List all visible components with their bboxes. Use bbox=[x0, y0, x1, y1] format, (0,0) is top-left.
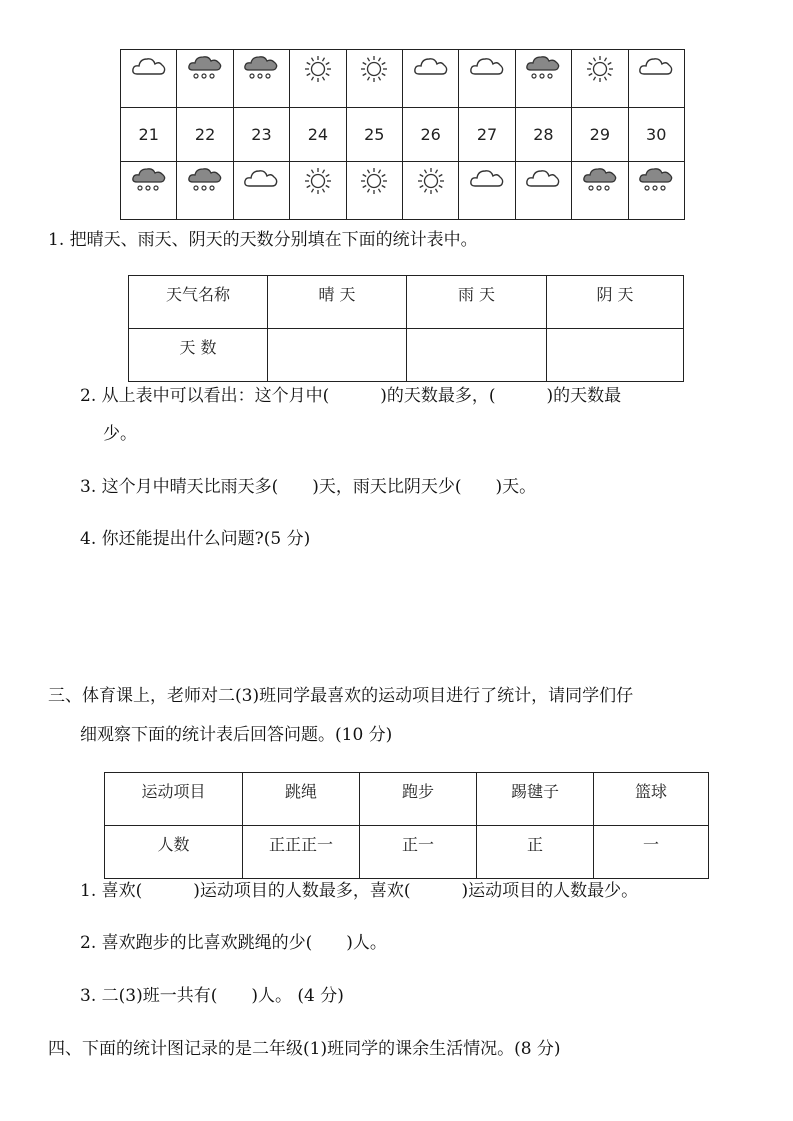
section-3-line2: 细观察下面的统计表后回答问题。(10 分) bbox=[80, 725, 393, 745]
section-3-question-2: 2. 喜欢跑步的比喜欢跳绳的少( )人。 bbox=[80, 933, 387, 953]
weather-cell bbox=[459, 50, 515, 108]
weather-cell bbox=[346, 162, 402, 220]
table-row bbox=[129, 329, 684, 382]
table-header-row bbox=[105, 773, 709, 826]
question-3: 3. 这个月中晴天比雨天多( )天，雨天比阴天少( )天。 bbox=[80, 477, 537, 497]
rain-icon bbox=[572, 162, 627, 219]
weather-cell bbox=[177, 162, 233, 220]
header-cloudy: 阴 天 bbox=[547, 276, 684, 329]
cloud-icon bbox=[234, 162, 289, 219]
rain-icon bbox=[234, 50, 289, 107]
date-cell: 21 bbox=[121, 108, 177, 162]
header-rainy: 雨 天 bbox=[407, 276, 547, 329]
section-4: 四、下面的统计图记录的是二年级(1)班同学的课余生活情况。(8 分) bbox=[48, 1039, 561, 1059]
weather-count-table bbox=[128, 275, 684, 382]
question-1: 1. 把晴天、雨天、阴天的天数分别填在下面的统计表中。 bbox=[48, 230, 478, 250]
date-cell: 29 bbox=[572, 108, 628, 162]
question-4: 4. 你还能提出什么问题?(5 分) bbox=[80, 529, 311, 549]
section-3-question-1: 1. 喜欢( )运动项目的人数最多，喜欢( )运动项目的人数最少。 bbox=[80, 881, 639, 901]
cloud-icon bbox=[459, 162, 514, 219]
row-label-people: 人数 bbox=[105, 826, 243, 879]
weather-cell bbox=[515, 50, 571, 108]
header-basketball: 篮球 bbox=[594, 773, 709, 826]
tally-shuttlecock: 正 bbox=[477, 826, 594, 879]
weather-cell bbox=[572, 162, 628, 220]
header-sunny: 晴 天 bbox=[268, 276, 407, 329]
weather-cell bbox=[402, 50, 458, 108]
rain-icon bbox=[516, 50, 571, 107]
sun-icon bbox=[290, 50, 345, 107]
header-weather-name: 天气名称 bbox=[129, 276, 268, 329]
cloudy-count-cell[interactable] bbox=[547, 329, 684, 382]
date-cell: 27 bbox=[459, 108, 515, 162]
question-2-line2: 少。 bbox=[103, 424, 137, 444]
weather-cell bbox=[515, 162, 571, 220]
tally-running: 正一 bbox=[360, 826, 477, 879]
cloud-icon bbox=[121, 50, 176, 107]
date-row bbox=[121, 108, 685, 162]
header-running: 跑步 bbox=[360, 773, 477, 826]
row-label-days: 天 数 bbox=[129, 329, 268, 382]
rainy-count-cell[interactable] bbox=[407, 329, 547, 382]
cloud-icon bbox=[403, 50, 458, 107]
tally-basketball: 一 bbox=[594, 826, 709, 879]
sun-icon bbox=[290, 162, 345, 219]
weather-cell bbox=[346, 50, 402, 108]
sun-icon bbox=[572, 50, 627, 107]
date-cell: 23 bbox=[233, 108, 289, 162]
sports-tally-table bbox=[104, 772, 709, 879]
sunny-count-cell[interactable] bbox=[268, 329, 407, 382]
weather-cell bbox=[290, 162, 346, 220]
header-sport: 运动项目 bbox=[105, 773, 243, 826]
cloud-icon bbox=[516, 162, 571, 219]
weather-cell bbox=[233, 162, 289, 220]
question-2-line1: 2. 从上表中可以看出：这个月中( )的天数最多，( )的天数最 bbox=[80, 386, 622, 406]
rain-icon bbox=[177, 50, 232, 107]
weather-cell bbox=[459, 162, 515, 220]
weather-cell bbox=[628, 50, 684, 108]
section-3-line1: 三、体育课上，老师对二(3)班同学最喜欢的运动项目进行了统计，请同学们仔 bbox=[48, 686, 634, 706]
weather-cell bbox=[628, 162, 684, 220]
section-3-question-3: 3. 二(3)班一共有( )人。 (4 分) bbox=[80, 986, 344, 1006]
sun-icon bbox=[403, 162, 458, 219]
weather-row-top bbox=[121, 50, 685, 108]
rain-icon bbox=[177, 162, 232, 219]
tally-jump-rope: 正正正一 bbox=[243, 826, 360, 879]
rain-icon bbox=[629, 162, 684, 219]
table-header-row bbox=[129, 276, 684, 329]
date-cell: 28 bbox=[515, 108, 571, 162]
weather-cell bbox=[121, 50, 177, 108]
weather-cell bbox=[121, 162, 177, 220]
weather-cell bbox=[290, 50, 346, 108]
cloud-icon bbox=[629, 50, 684, 107]
cloud-icon bbox=[459, 50, 514, 107]
date-cell: 26 bbox=[402, 108, 458, 162]
rain-icon bbox=[121, 162, 176, 219]
table-row bbox=[105, 826, 709, 879]
weather-table bbox=[120, 49, 685, 220]
date-cell: 25 bbox=[346, 108, 402, 162]
header-jump-rope: 跳绳 bbox=[243, 773, 360, 826]
date-cell: 30 bbox=[628, 108, 684, 162]
weather-cell bbox=[402, 162, 458, 220]
weather-cell bbox=[177, 50, 233, 108]
header-shuttlecock: 踢毽子 bbox=[477, 773, 594, 826]
sun-icon bbox=[347, 162, 402, 219]
sun-icon bbox=[347, 50, 402, 107]
weather-cell bbox=[572, 50, 628, 108]
weather-row-bottom bbox=[121, 162, 685, 220]
date-cell: 22 bbox=[177, 108, 233, 162]
weather-cell bbox=[233, 50, 289, 108]
date-cell: 24 bbox=[290, 108, 346, 162]
